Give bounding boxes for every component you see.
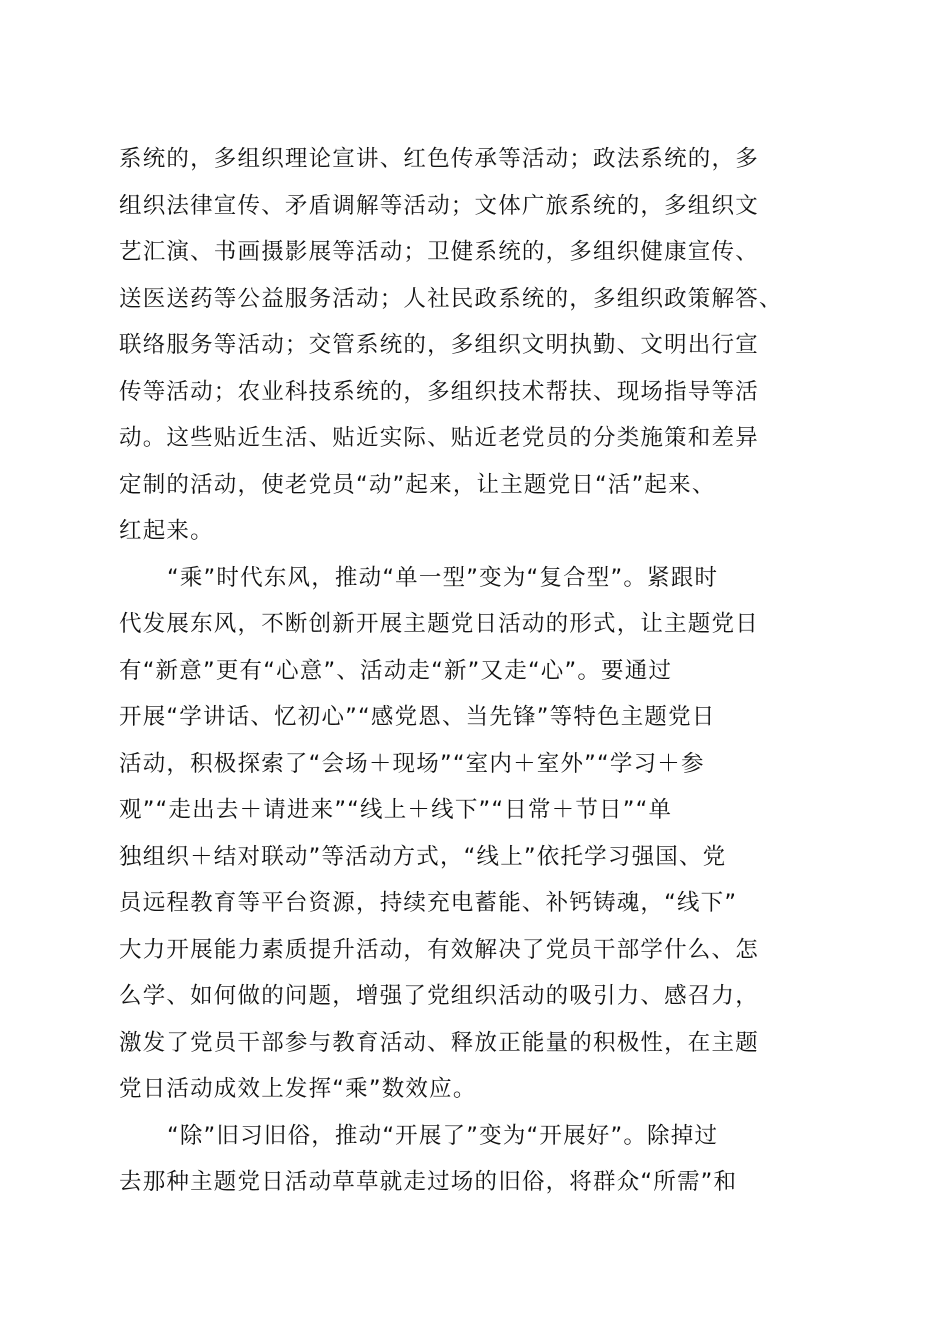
text-line: 大力开展能力素质提升活动，有效解决了党员干部学什么、怎 xyxy=(119,936,759,963)
text-line: 员远程教育等平台资源，持续充电蓄能、补钙铸魂，“线下” xyxy=(119,890,738,916)
text-line: 么学、如何做的问题，增强了党组织活动的吸引力、感召力， xyxy=(119,983,759,1009)
text-line: 激发了党员干部参与教育活动、释放正能量的积极性，在主题 xyxy=(119,1029,759,1056)
text-line: 独组织＋结对联动”等活动方式，“线上”依托学习强国、党 xyxy=(119,843,727,870)
text-line: 代发展东风，不断创新开展主题党日活动的形式，让主题党日 xyxy=(119,611,759,637)
paragraph-1 xyxy=(119,136,831,555)
text-line: 艺汇演、书画摄影展等活动；卫健系统的，多组织健康宣传、 xyxy=(119,239,759,265)
text-line: 传等活动；农业科技系统的，多组织技术帮扶、现场指导等活 xyxy=(119,378,759,405)
paragraph-2 xyxy=(119,555,831,1113)
document-body xyxy=(119,136,831,1206)
text-line: 活动，积极探索了“会场＋现场”“室内＋室外”“学习＋参 xyxy=(119,750,705,777)
text-line: 红起来。 xyxy=(119,518,214,544)
text-line: 联络服务等活动；交管系统的，多组织文明执勤、文明出行宣 xyxy=(119,332,759,358)
text-line: 定制的活动，使老党员“动”起来，让主题党日“活”起来、 xyxy=(119,471,716,498)
text-line: 动。这些贴近生活、贴近实际、贴近老党员的分类施策和差异 xyxy=(119,425,759,451)
text-line-indented: “乘”时代东风，推动“单一型”变为“复合型”。紧跟时 xyxy=(167,564,719,591)
text-line: 组织法律宣传、矛盾调解等活动；文体广旅系统的，多组织文 xyxy=(119,192,759,219)
text-line: 党日活动成效上发挥“乘”数效应。 xyxy=(119,1076,477,1102)
paragraph-3 xyxy=(119,1113,831,1206)
text-line: 去那种主题党日活动草草就走过场的旧俗，将群众“所需”和 xyxy=(119,1169,738,1195)
text-line: 观”“走出去＋请进来”“线上＋线下”“日常＋节日”“单 xyxy=(119,797,673,823)
text-line: 系统的，多组织理论宣讲、红色传承等活动；政法系统的，多 xyxy=(119,146,759,172)
text-line: 送医送药等公益服务活动；人社民政系统的，多组织政策解答、 xyxy=(119,285,783,312)
text-line-indented: “除”旧习旧俗，推动“开展了”变为“开展好”。除掉过 xyxy=(167,1122,719,1149)
text-line: 开展“学讲话、忆初心”“感党恩、当先锋”等特色主题党日 xyxy=(119,704,716,730)
text-line: 有“新意”更有“心意”、活动走“新”又走“心”。要通过 xyxy=(119,657,673,684)
